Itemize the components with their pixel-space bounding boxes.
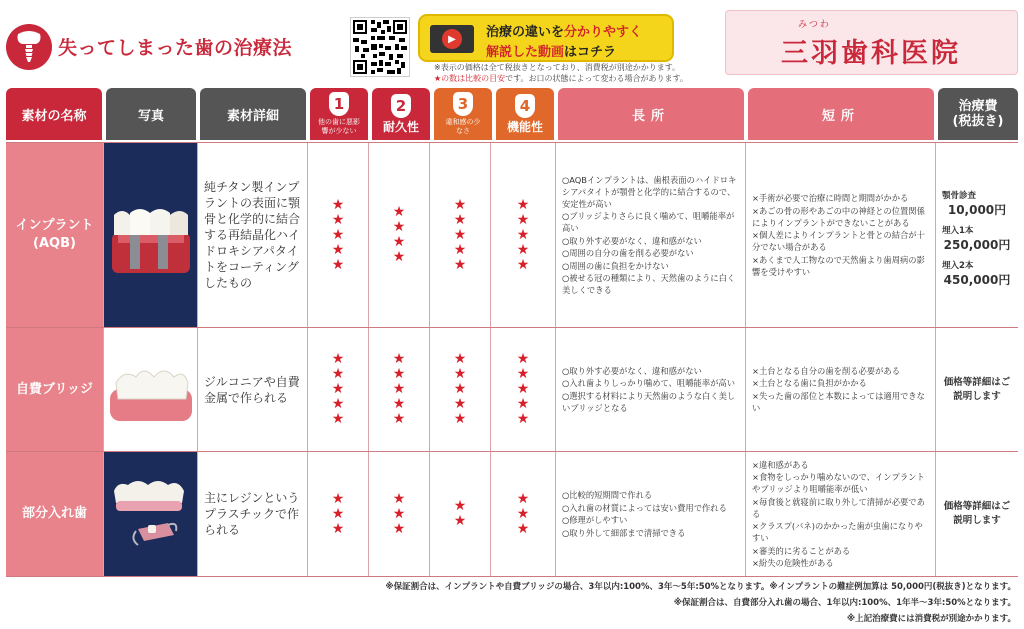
list-item: ○AQBインプラントは、歯根表面のハイドロキシアパタイトが顎骨と化学的に結合するので、安定性が高い xyxy=(562,174,737,209)
clinic-logo xyxy=(725,10,1018,75)
header-criterion-1: 1 他の歯に悪影響が少ない xyxy=(310,88,368,140)
list-item: ×違和感がある xyxy=(752,459,809,470)
footer-note-3: ※上記治療費には消費税が別途かかります。 xyxy=(846,614,1016,624)
star-icon: ★ xyxy=(331,505,345,522)
cost-cell: 価格等詳細はご説明します xyxy=(943,376,1011,402)
footer-note-2: ※保証割合は、自費部分入れ歯の場合、1年以内:100%、1年半〜3年:50%となります。 xyxy=(673,598,1016,608)
rating-4 xyxy=(491,143,556,327)
star-icon: ★ xyxy=(392,381,406,397)
list-item: ×土台となる自分の歯を削る必要がある xyxy=(752,365,901,376)
pros-list xyxy=(556,452,746,576)
star-icon: ★ xyxy=(453,196,467,213)
star-icon: ★ xyxy=(331,490,345,507)
star-icon: ★ xyxy=(331,520,345,537)
list-item: ○修理がしやすい xyxy=(562,515,628,525)
star-icon: ★ xyxy=(516,241,530,258)
rating-1 xyxy=(308,452,369,576)
star-icon: ★ xyxy=(516,256,530,273)
star-icon: ★ xyxy=(392,204,406,220)
list-item: ○周囲の歯に負担をかけない xyxy=(562,260,669,271)
price-note: ※表示の価格は全て税抜きとなっており、消費税が別途かかります。 xyxy=(434,63,681,72)
material-name: 部分入れ歯 xyxy=(6,452,104,576)
rating-2 xyxy=(369,328,430,451)
rating-4 xyxy=(491,328,556,451)
rating-3 xyxy=(430,143,491,327)
material-name: インプラント (AQB) xyxy=(6,143,104,327)
list-item: ○取り外す必要がなく、違和感がない xyxy=(562,365,702,376)
star-icon: ★ xyxy=(392,505,406,522)
header-detail: 素材詳細 xyxy=(200,88,306,140)
cost-cell: 顎骨診査 10,000円 埋入1本 250,000円 埋入2本 450,000円 xyxy=(942,190,1011,287)
star-icon: ★ xyxy=(392,366,406,382)
star-icon: ★ xyxy=(331,241,345,258)
bridge-photo xyxy=(104,328,198,451)
star-icon: ★ xyxy=(392,234,406,250)
implant-photo xyxy=(104,143,198,327)
header-criterion-3: 3 違和感の少なさ xyxy=(434,88,492,140)
list-item: ○取り外す必要がなく、違和感がない xyxy=(562,235,702,246)
star-icon: ★ xyxy=(331,211,345,228)
rating-2 xyxy=(369,143,430,327)
list-item: ×個人差によりインプラントと骨との結合が十分でない場合がある xyxy=(752,230,925,252)
list-item: ○選択する材料により天然歯のような白く美しいブリッジとなる xyxy=(562,390,736,413)
clinic-ruby: みつわ xyxy=(798,20,831,30)
star-icon: ★ xyxy=(392,396,406,412)
header-criterion-4: 4 機能性 xyxy=(496,88,554,140)
clinic-name: 三羽歯科医院 xyxy=(781,38,961,69)
star-icon: ★ xyxy=(331,351,345,367)
star-icon: ★ xyxy=(392,520,406,537)
star-icon: ★ xyxy=(516,351,530,367)
star-icon: ★ xyxy=(453,396,467,412)
cons-list xyxy=(746,452,936,576)
list-item: ○比較的短期間で作れる xyxy=(562,490,653,500)
star-icon: ★ xyxy=(453,498,467,514)
header-name: 素材の名称 xyxy=(6,88,102,140)
list-item: ×失った歯の部位と本数によっては適用できない xyxy=(752,390,925,413)
star-icon: ★ xyxy=(516,381,530,397)
star-icon: ★ xyxy=(453,351,467,367)
star-icon: ★ xyxy=(331,226,345,243)
star-icon: ★ xyxy=(516,196,530,213)
material-detail: 純チタン製インプラントの表面に顎骨と化学的に結合する再結晶化ハイドロキシアパタイトをコーティングしたもの xyxy=(198,143,308,327)
list-item: ×手術が必要で治療に時間と期間がかかる xyxy=(752,193,909,203)
list-item: ×毎食後と就寝前に取り外して清掃が必要である xyxy=(752,496,925,519)
cons-list xyxy=(746,328,936,451)
list-item: ○被せる冠の種類により、天然歯のように白く美しくできる xyxy=(562,273,736,295)
rating-1 xyxy=(308,143,369,327)
video-link-button[interactable] xyxy=(418,14,674,62)
star-icon: ★ xyxy=(453,211,467,228)
star-icon: ★ xyxy=(516,411,530,427)
header-cost: 治療費 (税抜き) xyxy=(938,88,1018,140)
star-icon: ★ xyxy=(453,513,467,529)
star-icon: ★ xyxy=(453,256,467,273)
page-title: 失ってしまった歯の治療法 xyxy=(58,37,293,59)
cons-list xyxy=(746,143,936,327)
table-row xyxy=(6,142,1018,327)
star-icon: ★ xyxy=(516,505,530,522)
list-item: ×審美的に劣ることがある xyxy=(752,545,851,556)
qr-code-icon[interactable] xyxy=(350,17,410,77)
material-name: 自費ブリッジ xyxy=(6,328,104,451)
video-caption-line1: 治療の違いを分かりやすく xyxy=(486,25,643,40)
denture-photo xyxy=(104,452,198,576)
star-icon: ★ xyxy=(331,196,345,213)
star-icon: ★ xyxy=(453,366,467,382)
list-item: ×食物をしっかり噛めないので、インプラントやブリッジより咀嚼能率が低い xyxy=(752,472,925,494)
header-pros: 長所 xyxy=(558,88,744,140)
material-detail: 主にレジンというプラスチックで作られる xyxy=(198,452,308,576)
list-item: ×紛失の危険性がある xyxy=(752,558,834,568)
cost-cell: 価格等詳細はご説明します xyxy=(943,501,1011,526)
rating-4 xyxy=(491,452,556,576)
star-icon: ★ xyxy=(331,366,345,382)
header-cons: 短所 xyxy=(748,88,934,140)
tooth-implant-icon xyxy=(6,24,52,70)
star-icon: ★ xyxy=(516,366,530,382)
list-item: ○入れ歯よりしっかり噛めて、咀嚼能率が高い xyxy=(562,378,736,389)
list-item: ○取り外して細部まで清掃できる xyxy=(562,527,686,538)
star-icon: ★ xyxy=(516,520,530,537)
table-row xyxy=(6,327,1018,451)
star-icon: ★ xyxy=(516,226,530,243)
star-icon: ★ xyxy=(331,411,345,427)
star-icon: ★ xyxy=(516,490,530,507)
list-item: ×クラスプ(バネ)のかかった歯が虫歯になりやすい xyxy=(752,521,923,543)
star-icon: ★ xyxy=(392,490,406,507)
star-icon: ★ xyxy=(331,381,345,397)
material-detail: ジルコニアや自費金属で作られる xyxy=(198,328,308,451)
star-icon: ★ xyxy=(392,411,406,427)
video-play-icon: ▶ xyxy=(430,25,474,53)
star-icon: ★ xyxy=(331,256,345,273)
table-row xyxy=(6,451,1018,577)
rating-3 xyxy=(430,452,491,576)
list-item: ○周囲の自分の歯を削る必要がない xyxy=(562,248,694,258)
rating-2 xyxy=(369,452,430,576)
star-note: ★の数は比較の目安です。お口の状態によって変わる場合があります。 xyxy=(434,74,688,83)
rating-1 xyxy=(308,328,369,451)
star-icon: ★ xyxy=(453,411,467,427)
star-icon: ★ xyxy=(516,211,530,228)
star-icon: ★ xyxy=(392,219,406,235)
list-item: ×あくまで人工物なので天然歯より歯周病の影響を受けやすい xyxy=(752,254,925,277)
star-icon: ★ xyxy=(453,241,467,258)
video-caption-line2: 解説した動画はコチラ xyxy=(486,45,617,60)
pros-list xyxy=(556,143,746,327)
header-photo: 写真 xyxy=(106,88,196,140)
header-criterion-2: 2 耐久性 xyxy=(372,88,430,140)
list-item: ○ブリッジよりさらに良く噛めて、咀嚼能率が高い xyxy=(562,211,735,233)
star-icon: ★ xyxy=(453,381,467,397)
list-item: ○入れ歯の材質によっては安い費用で作れる xyxy=(562,502,727,513)
rating-3 xyxy=(430,328,491,451)
list-item: ×あごの骨の形やあごの中の神経との位置関係によりインプラントができないことがある xyxy=(752,205,925,228)
list-item: ×土台となる歯に負担がかかる xyxy=(752,378,867,389)
star-icon: ★ xyxy=(331,396,345,412)
star-icon: ★ xyxy=(516,396,530,412)
header xyxy=(0,0,1024,84)
star-icon: ★ xyxy=(392,249,406,265)
pros-list xyxy=(556,328,746,451)
footer-note-1: ※保証割合は、インプラントや自費ブリッジの場合、3年以内:100%、3年〜5年:50%となります。※インプラントの難症例加算は 50,000円(税抜き)となります。 xyxy=(385,582,1016,592)
star-icon: ★ xyxy=(392,351,406,367)
star-icon: ★ xyxy=(453,226,467,243)
